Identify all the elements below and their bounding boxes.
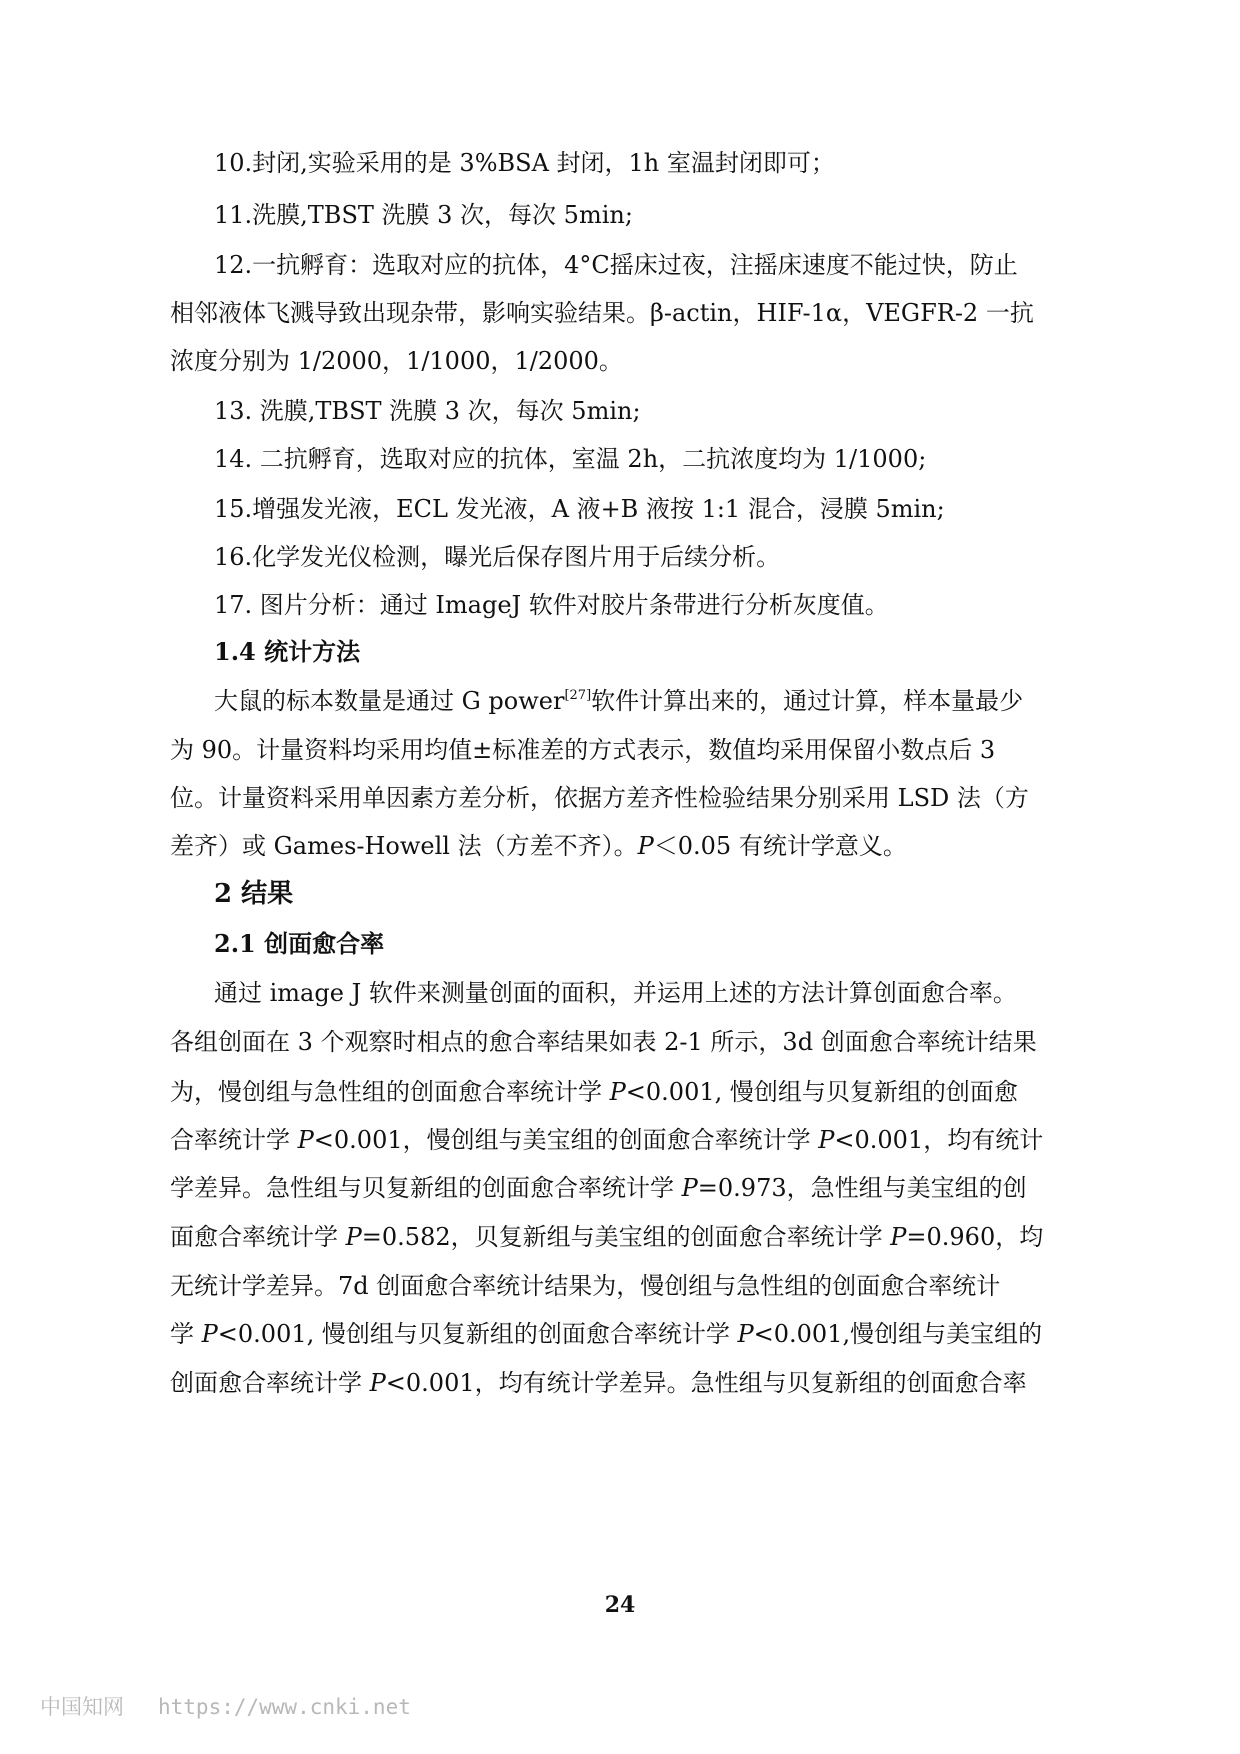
p-value-symbol: P: [201, 1320, 218, 1348]
protocol-step-15: 15.增强发光液，ECL 发光液，A 液+B 液按 1:1 混合，浸膜 5min;: [214, 495, 945, 523]
results-paragraph-line2: 各组创面在 3 个观察时相点的愈合率结果如表 2-1 所示，3d 创面愈合率统计结果: [170, 1028, 1037, 1056]
page-number: 24: [604, 1592, 636, 1618]
text-run: <0.001, 慢创组与贝复新组的创面愈合率统计学: [217, 1320, 738, 1348]
protocol-step-12-line3: 浓度分别为 1/2000，1/1000，1/2000。: [170, 347, 623, 375]
text-run: 差齐）或 Games-Howell 法（方差不齐）。: [170, 832, 638, 860]
text-run: 大鼠的标本数量是通过 G power: [214, 687, 565, 715]
p-value-symbol: P: [369, 1369, 386, 1397]
results-paragraph-line9: [170, 1368, 1027, 1398]
results-paragraph-line6: [170, 1222, 1043, 1252]
p-value-symbol: P: [297, 1126, 314, 1154]
text-run: =0.973，急性组与美宝组的创: [697, 1174, 1027, 1202]
section-heading-2-1: 2.1 创面愈合率: [214, 929, 385, 958]
text-run: 为，慢创组与急性组的创面愈合率统计学: [170, 1078, 610, 1106]
results-paragraph-line1: 通过 image J 软件来测量创面的面积，并运用上述的方法计算创面愈合率。: [214, 979, 1017, 1007]
text-run: 学: [170, 1320, 202, 1348]
section-heading-2: 2 结果: [214, 879, 294, 909]
p-value-symbol: P: [345, 1223, 362, 1251]
watermark-site-name: 中国知网: [40, 1695, 124, 1719]
text-run: 面愈合率统计学: [170, 1223, 346, 1251]
watermark-url: https://www.cnki.net: [158, 1695, 411, 1719]
text-run: 学差异。急性组与贝复新组的创面愈合率统计学: [170, 1174, 682, 1202]
stats-paragraph-line3: 位。计量资料采用单因素方差分析，依据方差齐性检验结果分别采用 LSD 法（方: [170, 784, 1029, 812]
p-value-symbol: P: [637, 832, 654, 860]
protocol-step-10: 10.封闭,实验采用的是 3%BSA 封闭，1h 室温封闭即可；: [214, 149, 835, 177]
text-run: <0.001，均有统计学差异。急性组与贝复新组的创面愈合率: [385, 1369, 1027, 1397]
stats-paragraph-line1: [214, 686, 1023, 716]
protocol-step-17: 17. 图片分析：通过 ImageJ 软件对胶片条带进行分析灰度值。: [214, 591, 889, 619]
protocol-step-12-line2: 相邻液体飞溅导致出现杂带，影响实验结果。β-actin，HIF-1α，VEGFR-2 一抗: [170, 299, 1034, 327]
results-paragraph-line3: [170, 1077, 1018, 1107]
section-heading-1-4: 1.4 统计方法: [214, 637, 361, 666]
p-value-symbol: P: [609, 1078, 626, 1106]
stats-paragraph-line4: [170, 831, 907, 861]
stats-paragraph-line2: 为 90。计量资料均采用均值±标准差的方式表示，数值均采用保留小数点后 3: [170, 736, 996, 764]
text-run: ＜0.05 有统计学意义。: [653, 832, 907, 860]
p-value-symbol: P: [681, 1174, 698, 1202]
results-paragraph-line7: 无统计学差异。7d 创面愈合率统计结果为，慢创组与急性组的创面愈合率统计: [170, 1272, 1001, 1300]
p-value-symbol: P: [818, 1126, 835, 1154]
citation-ref: [27]: [564, 688, 592, 703]
protocol-step-13: 13. 洗膜,TBST 洗膜 3 次，每次 5min;: [214, 397, 641, 425]
text-run: 软件计算出来的，通过计算，样本量最少: [591, 687, 1024, 715]
text-run: <0.001，慢创组与美宝组的创面愈合率统计学: [313, 1126, 819, 1154]
cnki-watermark: [40, 1694, 411, 1720]
protocol-step-12-line1: 12.一抗孵育：选取对应的抗体，4°C摇床过夜，注摇床速度不能过快，防止: [214, 251, 1018, 279]
text-run: <0.001,慢创组与美宝组的: [753, 1320, 1043, 1348]
results-paragraph-line4: [170, 1125, 1043, 1155]
protocol-step-11: 11.洗膜,TBST 洗膜 3 次，每次 5min;: [214, 201, 633, 229]
text-run: 创面愈合率统计学: [170, 1369, 370, 1397]
results-paragraph-line5: [170, 1173, 1027, 1203]
text-run: <0.001, 慢创组与贝复新组的创面愈: [625, 1078, 1018, 1106]
text-run: =0.582，贝复新组与美宝组的创面愈合率统计学: [361, 1223, 891, 1251]
p-value-symbol: P: [890, 1223, 907, 1251]
text-run: 合率统计学: [170, 1126, 298, 1154]
text-run: <0.001，均有统计: [834, 1126, 1044, 1154]
protocol-step-16: 16.化学发光仪检测，曝光后保存图片用于后续分析。: [214, 543, 781, 571]
p-value-symbol: P: [737, 1320, 754, 1348]
protocol-step-14: 14. 二抗孵育，选取对应的抗体，室温 2h，二抗浓度均为 1/1000;: [214, 445, 927, 473]
results-paragraph-line8: [170, 1319, 1042, 1349]
text-run: =0.960，均: [906, 1223, 1044, 1251]
